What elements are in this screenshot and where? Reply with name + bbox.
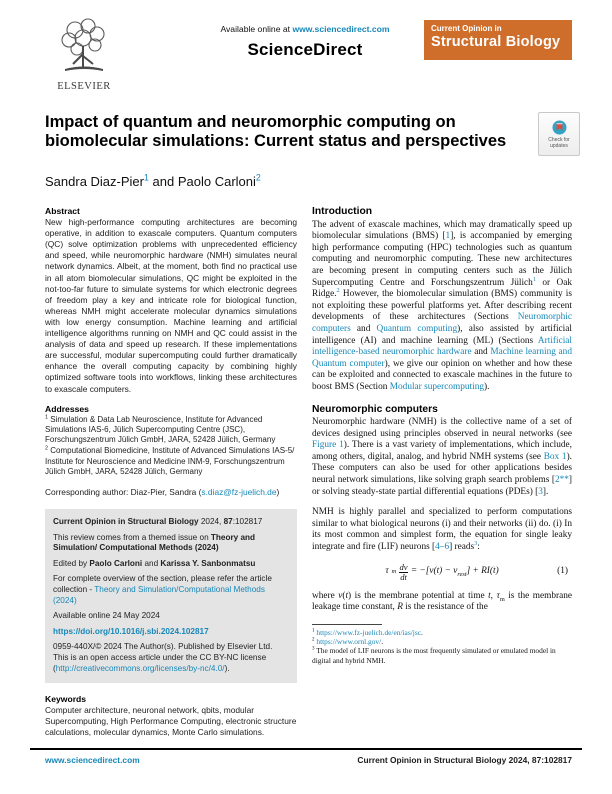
text-run: ) is the membrane potential at time: [348, 590, 489, 601]
text-run: .: [420, 627, 423, 637]
text-run: The advent of exascale machines, which may dramatically speed up biomolecular simulations (BMS) [: [312, 219, 572, 242]
text-run: t: [345, 590, 349, 601]
author-line: [45, 174, 261, 189]
footnote-ref[interactable]: 2: [336, 287, 340, 295]
crossmark-icon: [552, 120, 567, 135]
sciencedirect-block: [175, 24, 435, 60]
footnote-divider: [312, 624, 382, 625]
text-run: :: [477, 542, 480, 553]
page-footer: [45, 755, 572, 765]
footnote-1: [312, 628, 572, 637]
text-run: 1: [312, 628, 315, 634]
section-link[interactable]: Quantum computing: [376, 323, 458, 334]
text-run: t: [488, 590, 491, 601]
text-run: Theory and Simulation/ Computational Methods (2024): [53, 532, 256, 553]
text-run: is the membrane leakage time constant,: [312, 590, 572, 613]
equation-number: (1): [557, 566, 568, 577]
intro-paragraph: [312, 220, 572, 394]
license-line: [53, 642, 289, 674]
sciencedirect-url-link[interactable]: www.sciencedirect.com: [292, 24, 390, 34]
address-2: [45, 446, 297, 477]
citation-link[interactable]: 2**: [554, 475, 569, 486]
journal-citation: [53, 517, 289, 528]
text-run: where: [312, 590, 339, 601]
article-title: Impact of quantum and neuromorphic computing on biomolecular simulations: Current status and perspectives: [45, 113, 507, 150]
right-column: [312, 206, 572, 739]
doi-line: [53, 627, 289, 638]
neuromorphic-heading: Neuromorphic computers: [312, 403, 438, 415]
license-link[interactable]: http://creativecommons.org/licenses/by-nc/4.0/: [55, 663, 225, 673]
footnote-ref[interactable]: 3: [474, 539, 478, 547]
equation-tau: τ: [385, 566, 389, 577]
where-paragraph: [312, 591, 572, 614]
citation-link[interactable]: 3: [538, 486, 543, 497]
footer-citation: [357, 755, 572, 765]
check-for-updates-badge[interactable]: [538, 112, 580, 156]
section-link[interactable]: Artificial intelligence-based neuromorphic hardware: [312, 335, 572, 358]
two-column-body: [45, 206, 572, 739]
text-run: and: [471, 347, 491, 358]
introduction-heading: Introduction: [312, 206, 373, 217]
masthead: [45, 16, 572, 100]
corresponding-author-line: [45, 487, 297, 498]
author-affiliation-ref[interactable]: 2: [255, 172, 261, 183]
footnote-url[interactable]: https://www.fz-juelich.de/en/ias/jsc: [316, 627, 421, 637]
text-run: 2: [312, 637, 315, 643]
article-collection-link[interactable]: Theory and Simulation/Computational Methods (2024): [53, 584, 265, 605]
article-info-box: [45, 509, 297, 683]
text-run: R: [397, 602, 403, 613]
abstract-text: [45, 217, 297, 395]
text-run: NMH is highly parallel and specialized to perform computations similar to what biological neurons (i) and their networks (ii) do. (i) In its most common and simplest form, the equation for single leaky integrate and fire (LIF) neurons [: [312, 507, 572, 553]
text-run: ] reads: [449, 542, 475, 553]
text-run: 87: [223, 517, 233, 526]
text-run: .: [381, 637, 384, 647]
equation-denominator: dt: [400, 571, 407, 582]
text-run: Computational Biomedicine, Institute of Advanced Simulations IAS-5/ Institute for Neuroscience and Medicine INM-9, Forschungszentrum Jülich GmbH, JARA, 52428 Jülich, Germany: [45, 446, 295, 476]
text-run: Computer architecture, neuronal network, qbits, modular Supercomputing, High Performance Computing, electronic structure calculations, molecular dynamics, Monte Carlo simulations.: [45, 705, 297, 738]
equation-fraction: [399, 563, 408, 582]
footer-rule: [30, 748, 582, 750]
neuromorphic-paragraph-1: [312, 417, 572, 498]
keywords-text: [45, 705, 297, 738]
text-run: and: [350, 323, 377, 334]
figure-link[interactable]: Figure 1: [312, 440, 344, 451]
text-run: 1: [45, 414, 49, 421]
text-run: New high-performance computing architectures are becoming operative, in addition to exascale computers. Quantum computers (QC) solve optimization problems with unprecedented efficiency and speed, while neuromorphic hardware (NMH) simulates neural network dynamics. Albeit, at the moment, both find no practical use in all atom biomolecular simulations, QC might be exploited in the not-too-far future to simulate systems for which electronic degrees of freedom play a key and intricate role for biological function, whereas NMH might accelerate molecular dynamics simulations with low energy consumption. Machine learning and artificial intelligence algorithms running on NMH and QC could assist in the analysis of data and speed up research. If these implementations are successful, modular supercomputing could further dramatically enhance the overall computing capacity by combining highly optimized software tools into workflows, linking these architectures to exascale computers.: [45, 217, 297, 394]
equation-rhs: = $-[v(t) - v_{rest}] + RI(t)$: [410, 566, 499, 579]
text-run: Paolo Carloni: [89, 558, 143, 568]
text-run: Current Opinion in Structural Biology: [53, 517, 199, 526]
footnote-ref[interactable]: 1: [532, 275, 536, 283]
text-run: and: [142, 558, 161, 568]
section-link[interactable]: Modular supercomputing: [389, 381, 484, 392]
text-run: ): [276, 486, 280, 497]
text-run: 2024,: [198, 517, 224, 526]
text-run: Karissa Y. Sanbonmatsu: [160, 558, 256, 568]
text-run: 87: [531, 755, 542, 765]
text-run: ), we give our opinion on whether and how these can be exploited and connected to exascale machines in the future to boost BMS (Section: [312, 358, 572, 392]
text-run: ].: [542, 486, 549, 497]
available-online-text: Available online at: [220, 24, 293, 34]
text-run: ], is accompanied by emerging high performance computing (HPC) technologies such as quantum computing and neuromorphic computing. These new architectures are becoming present in computing centers such as the Jülich Supercomputing Centre and Forschungszentrum Jülich: [312, 231, 572, 288]
text-run: ). There is a vast variety of implementations, which include, among others, digital, analog, and hybrid NMH systems (see: [312, 440, 572, 462]
text-run: For complete overview of the section, please refer the article collection -: [53, 574, 272, 594]
text-run: ,: [490, 590, 497, 601]
text-run: τ: [496, 590, 500, 601]
text-run: 3: [312, 646, 315, 652]
text-run: The model of LIF neurons is the most frequently simulated or emulated model in digital and hybrid NMH.: [312, 646, 556, 665]
text-run: or Oak Ridge.: [312, 277, 573, 300]
text-run: Simulation & Data Lab Neuroscience, Institute for Advanced Simulations IAS-6, Jülich Supercomputing Centre (JSC), Forschungszentrum Jülich GmbH, JARA, 52428 Jülich, Germany: [45, 414, 276, 445]
left-column: [45, 206, 297, 739]
check-for-updates-label: Check for updates: [548, 136, 570, 149]
text-run: m: [499, 595, 505, 603]
text-run: 0959-440X/© 2024 The Author(s). Published by Elsevier Ltd. This is an open access article under the CC BY-NC license (: [53, 642, 273, 673]
text-run: is the resistance of the: [402, 602, 488, 613]
address-1: [45, 415, 297, 446]
available-online-line: [175, 24, 435, 34]
elsevier-wordmark: ELSEVIER: [57, 81, 111, 92]
text-run: Neuromorphic hardware (NMH) is the collective name of a set of devices designed using principles observed in neural networks (see: [312, 417, 572, 439]
text-run: This review comes from a themed issue on: [53, 532, 211, 542]
text-run: 2: [45, 445, 49, 452]
elsevier-logo[interactable]: [45, 16, 123, 92]
text-run: 2024,: [506, 755, 532, 765]
journal-name-line2: Structural Biology: [431, 34, 561, 50]
citation-link[interactable]: 1: [445, 231, 451, 242]
text-run: ).: [484, 381, 490, 392]
text-run: v: [338, 590, 343, 601]
citation-link[interactable]: 4–6: [435, 542, 450, 553]
keywords-heading: Keywords: [45, 694, 87, 705]
text-run: ). These computers can also be used for other applications besides neural network simulations, like solving graph search problems [: [312, 451, 572, 486]
footnote-url[interactable]: https://www.ornl.gov/: [316, 637, 382, 647]
text-run: (: [342, 590, 346, 601]
journal-cover-box[interactable]: [424, 20, 572, 60]
elsevier-tree-icon: [55, 16, 113, 80]
text-run: Edited by: [53, 558, 90, 568]
footnote-2: [312, 637, 572, 646]
text-run: Sandra Diaz-Pier: [45, 174, 144, 189]
text-run: and Paolo Carloni: [148, 174, 256, 189]
sciencedirect-logo[interactable]: ScienceDirect: [247, 40, 363, 59]
text-run: ), also assisted by artificial intelligence (AI) and machine learning (ML) (Sections: [312, 323, 572, 346]
themed-issue-line: [53, 533, 289, 554]
text-run: However, the biomolecular simulation (BMS) community is not exploiting these powerful platforms yet. After describing recent developments of these architectures (Sections: [312, 289, 572, 323]
author-affiliation-ref[interactable]: 1: [144, 172, 149, 183]
equation-1: τ m $\frac{dv}{dt}$ = $-[v(t) - v_{rest}] + RI(t)$ (1): [385, 561, 568, 582]
overview-line: [53, 574, 289, 606]
available-online-date: Available online 24 May 2024: [53, 611, 160, 621]
text-run: ).: [224, 663, 230, 673]
footer-sciencedirect-link[interactable]: www.sciencedirect.com: [45, 755, 140, 765]
section-link[interactable]: Neuromorphic computers: [312, 312, 572, 334]
edited-by-line: [53, 559, 289, 570]
journal-name-line1: Current Opinion in: [431, 24, 502, 33]
footnote-3: [312, 646, 572, 665]
addresses-heading: Addresses: [45, 403, 89, 414]
box-link[interactable]: Box 1: [543, 451, 567, 462]
doi-link[interactable]: https://doi.org/10.1016/j.sbi.2024.102817: [53, 626, 209, 636]
neuromorphic-paragraph-2: [312, 507, 572, 553]
email-link[interactable]: s.diaz@fz-juelich.de: [201, 486, 277, 497]
equation-numerator: dv: [399, 561, 408, 572]
text-run: ] or solving steady-state partial differential equations (PDEs) [: [312, 475, 572, 497]
section-link[interactable]: Machine learning and Quantum computer: [312, 347, 572, 369]
text-run: :102817: [541, 755, 572, 765]
text-run: Current Opinion in Structural Biology: [357, 755, 507, 765]
abstract-heading: Abstract: [45, 206, 80, 216]
text-run: Corresponding author: Diaz-Pier, Sandra (: [45, 486, 202, 497]
text-run: :102817: [232, 517, 263, 526]
